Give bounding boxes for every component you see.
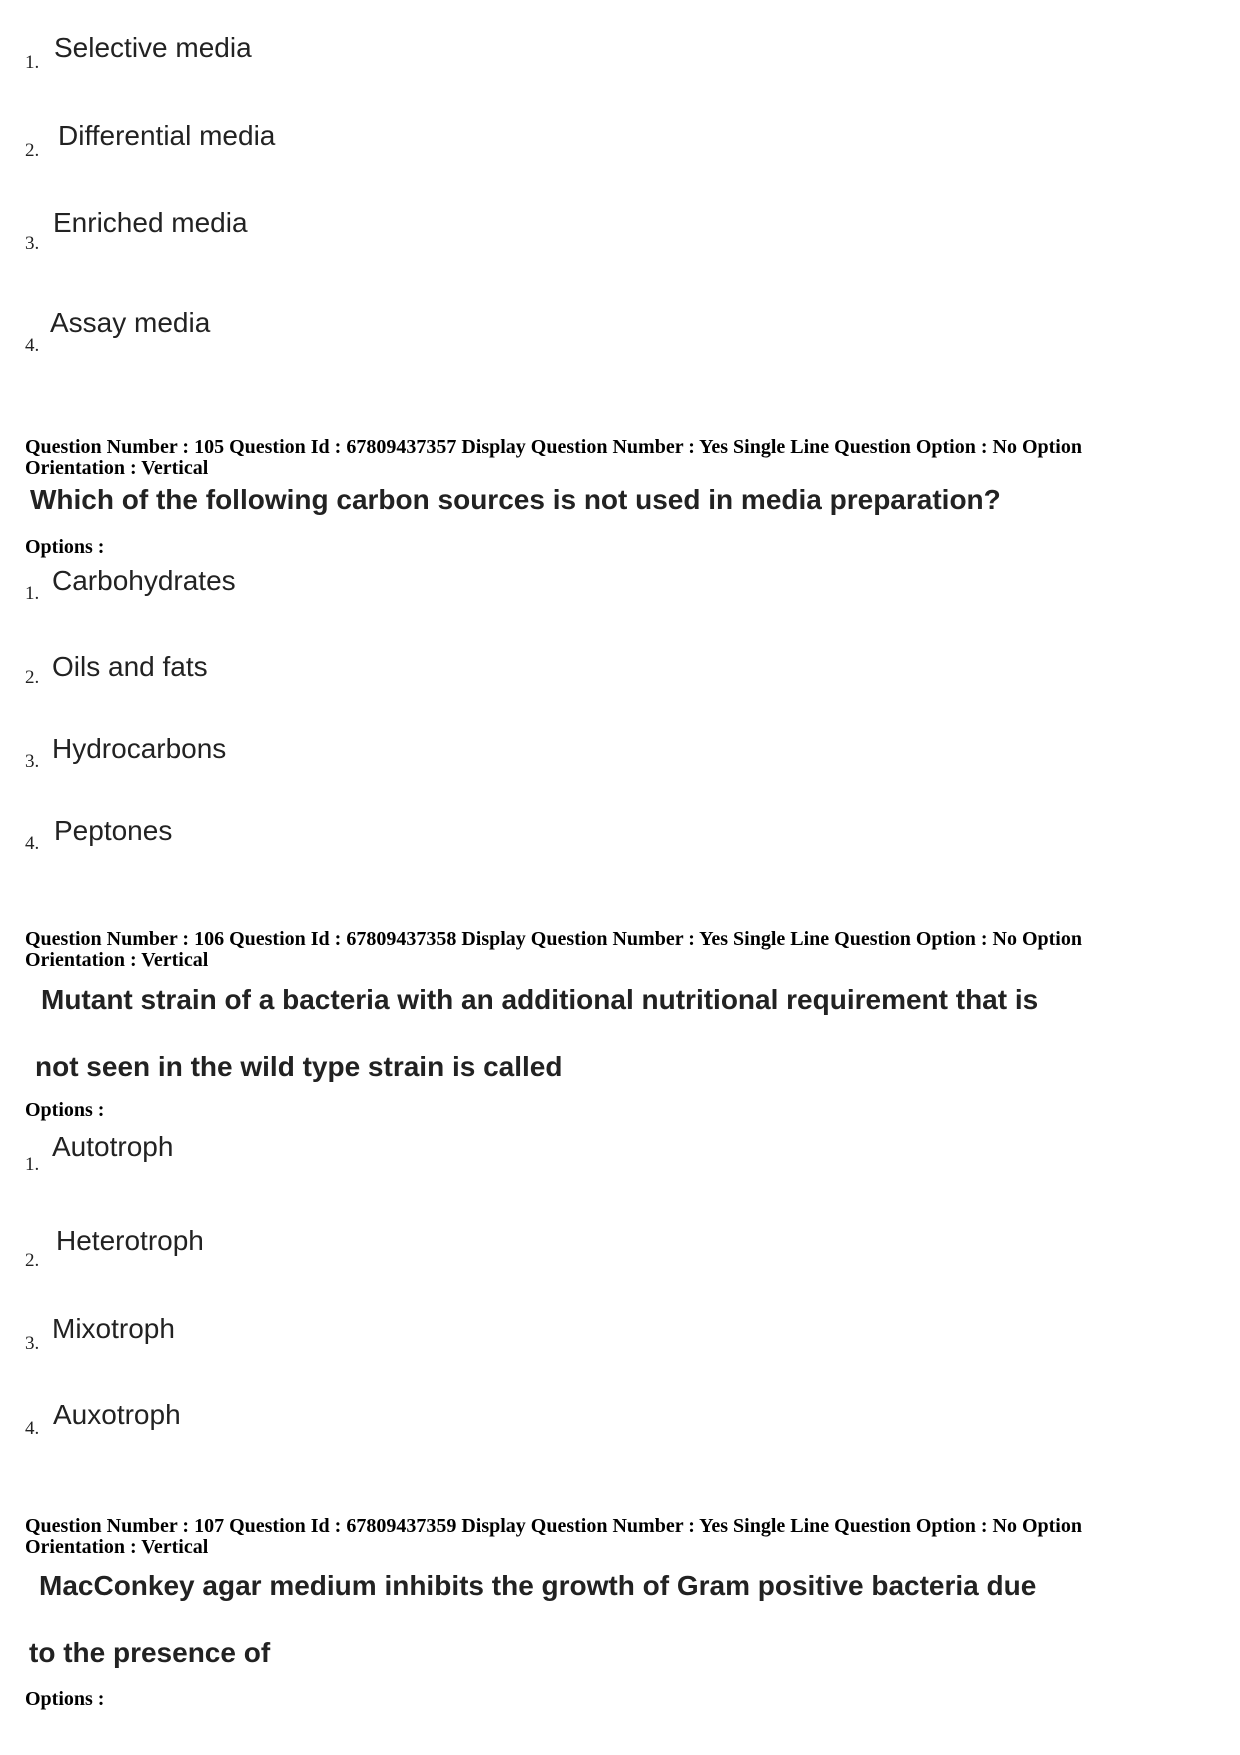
question-text-line-1: Mutant strain of a bacteria with an additional nutritional requirement that is <box>41 984 1039 1015</box>
option-text: Differential media <box>58 120 276 151</box>
option-text: Enriched media <box>53 207 248 238</box>
option-number: 4. <box>25 335 40 356</box>
option-number: 4. <box>25 1418 40 1439</box>
option-number: 1. <box>25 583 40 604</box>
question-text: Which of the following carbon sources is not used in media preparation? <box>30 484 1001 515</box>
option-text: Mixotroph <box>52 1313 175 1344</box>
option-text: Selective media <box>54 32 252 63</box>
option-number: 1. <box>25 1154 40 1175</box>
option-number: 4. <box>25 833 40 854</box>
question-meta <box>25 1516 1215 1558</box>
option-number: 2. <box>25 140 40 161</box>
question-meta-line: Question Number : 105 Question Id : 67809437357 Display Question Number : Yes Single Line Question Option : No Option <box>25 436 1082 458</box>
question-text-line-2: not seen in the wild type strain is called <box>35 1051 563 1082</box>
options-label: Options : <box>25 536 105 558</box>
option-number: 3. <box>25 1333 40 1354</box>
question-meta-line: Orientation : Vertical <box>25 1536 209 1558</box>
option-text: Hydrocarbons <box>52 733 227 764</box>
option-number: 2. <box>25 667 40 688</box>
options-label: Options : <box>25 1099 105 1121</box>
option-text: Oils and fats <box>52 651 208 682</box>
option-text: Carbohydrates <box>52 565 236 596</box>
option-text: Autotroph <box>52 1131 174 1162</box>
option-number: 2. <box>25 1250 40 1271</box>
question-text-line-2: to the presence of <box>29 1637 271 1668</box>
question-meta-line: Question Number : 107 Question Id : 67809437359 Display Question Number : Yes Single Line Question Option : No Option <box>25 1515 1082 1537</box>
options-label: Options : <box>25 1688 105 1710</box>
question-meta-line: Question Number : 106 Question Id : 67809437358 Display Question Number : Yes Single Line Question Option : No Option <box>25 928 1082 950</box>
option-text: Assay media <box>50 307 211 338</box>
option-number: 3. <box>25 751 40 772</box>
question-text-line-1: MacConkey agar medium inhibits the growth of Gram positive bacteria due <box>39 1570 1037 1601</box>
option-text: Peptones <box>54 815 173 846</box>
question-meta <box>25 437 1215 479</box>
option-text: Auxotroph <box>53 1399 181 1430</box>
question-meta-line: Orientation : Vertical <box>25 457 209 479</box>
question-meta-line: Orientation : Vertical <box>25 949 209 971</box>
option-number: 3. <box>25 233 40 254</box>
question-meta <box>25 929 1215 971</box>
option-number: 1. <box>25 52 40 73</box>
option-text: Heterotroph <box>56 1225 204 1256</box>
